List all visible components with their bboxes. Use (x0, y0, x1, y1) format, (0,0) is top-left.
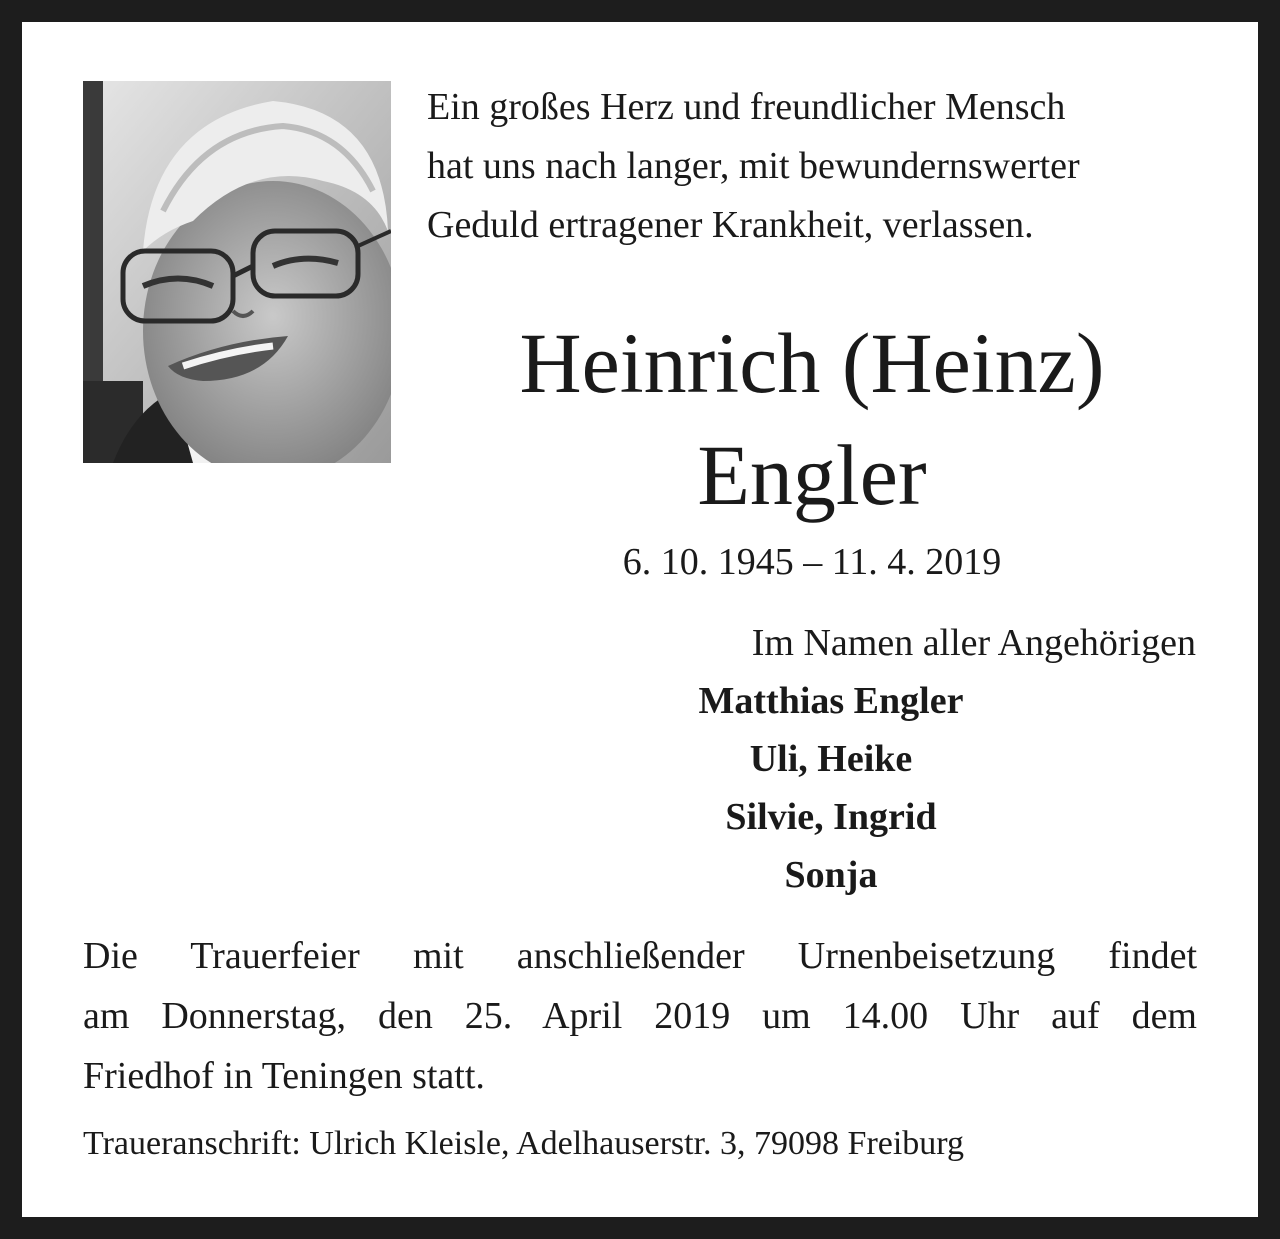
relatives-list (622, 672, 1040, 904)
obituary-notice (22, 22, 1258, 1217)
life-dates: 6. 10. 1945 – 11. 4. 2019 (622, 541, 1002, 583)
relatives-intro: Im Namen aller Angehörigen (751, 622, 1196, 664)
mourning-address: Traueranschrift: Ulrich Kleisle, Adelhauserstr. 3, 79098 Freiburg (83, 1125, 965, 1162)
relative-name: Sonja (784, 854, 878, 896)
relative-name: Silvie, Ingrid (725, 796, 937, 838)
intro-line: Geduld ertragener Krankheit, verlassen. (427, 204, 1034, 246)
relative-name: Matthias Engler (698, 680, 964, 722)
intro-text (427, 78, 1217, 255)
relative-name: Uli, Heike (749, 738, 913, 780)
deceased-name (427, 307, 1197, 531)
intro-line: Ein großes Herz und freundlicher Mensch (427, 86, 1066, 128)
intro-line: hat uns nach langer, mit bewundernswerter (427, 145, 1080, 187)
deceased-surname: Engler (697, 427, 927, 523)
portrait-photo (83, 81, 391, 463)
deceased-name-line: Heinrich (Heinz) (519, 315, 1105, 411)
ceremony-line: Friedhof in Teningen statt. (83, 1055, 485, 1097)
ceremony-line: am Donnerstag, den 25. April 2019 um 14.00 Uhr auf dem (83, 995, 1197, 1037)
ceremony-line: Die Trauerfeier mit anschließender Urnenbeisetzung findet (83, 935, 1197, 977)
ceremony-info (83, 926, 1197, 1106)
